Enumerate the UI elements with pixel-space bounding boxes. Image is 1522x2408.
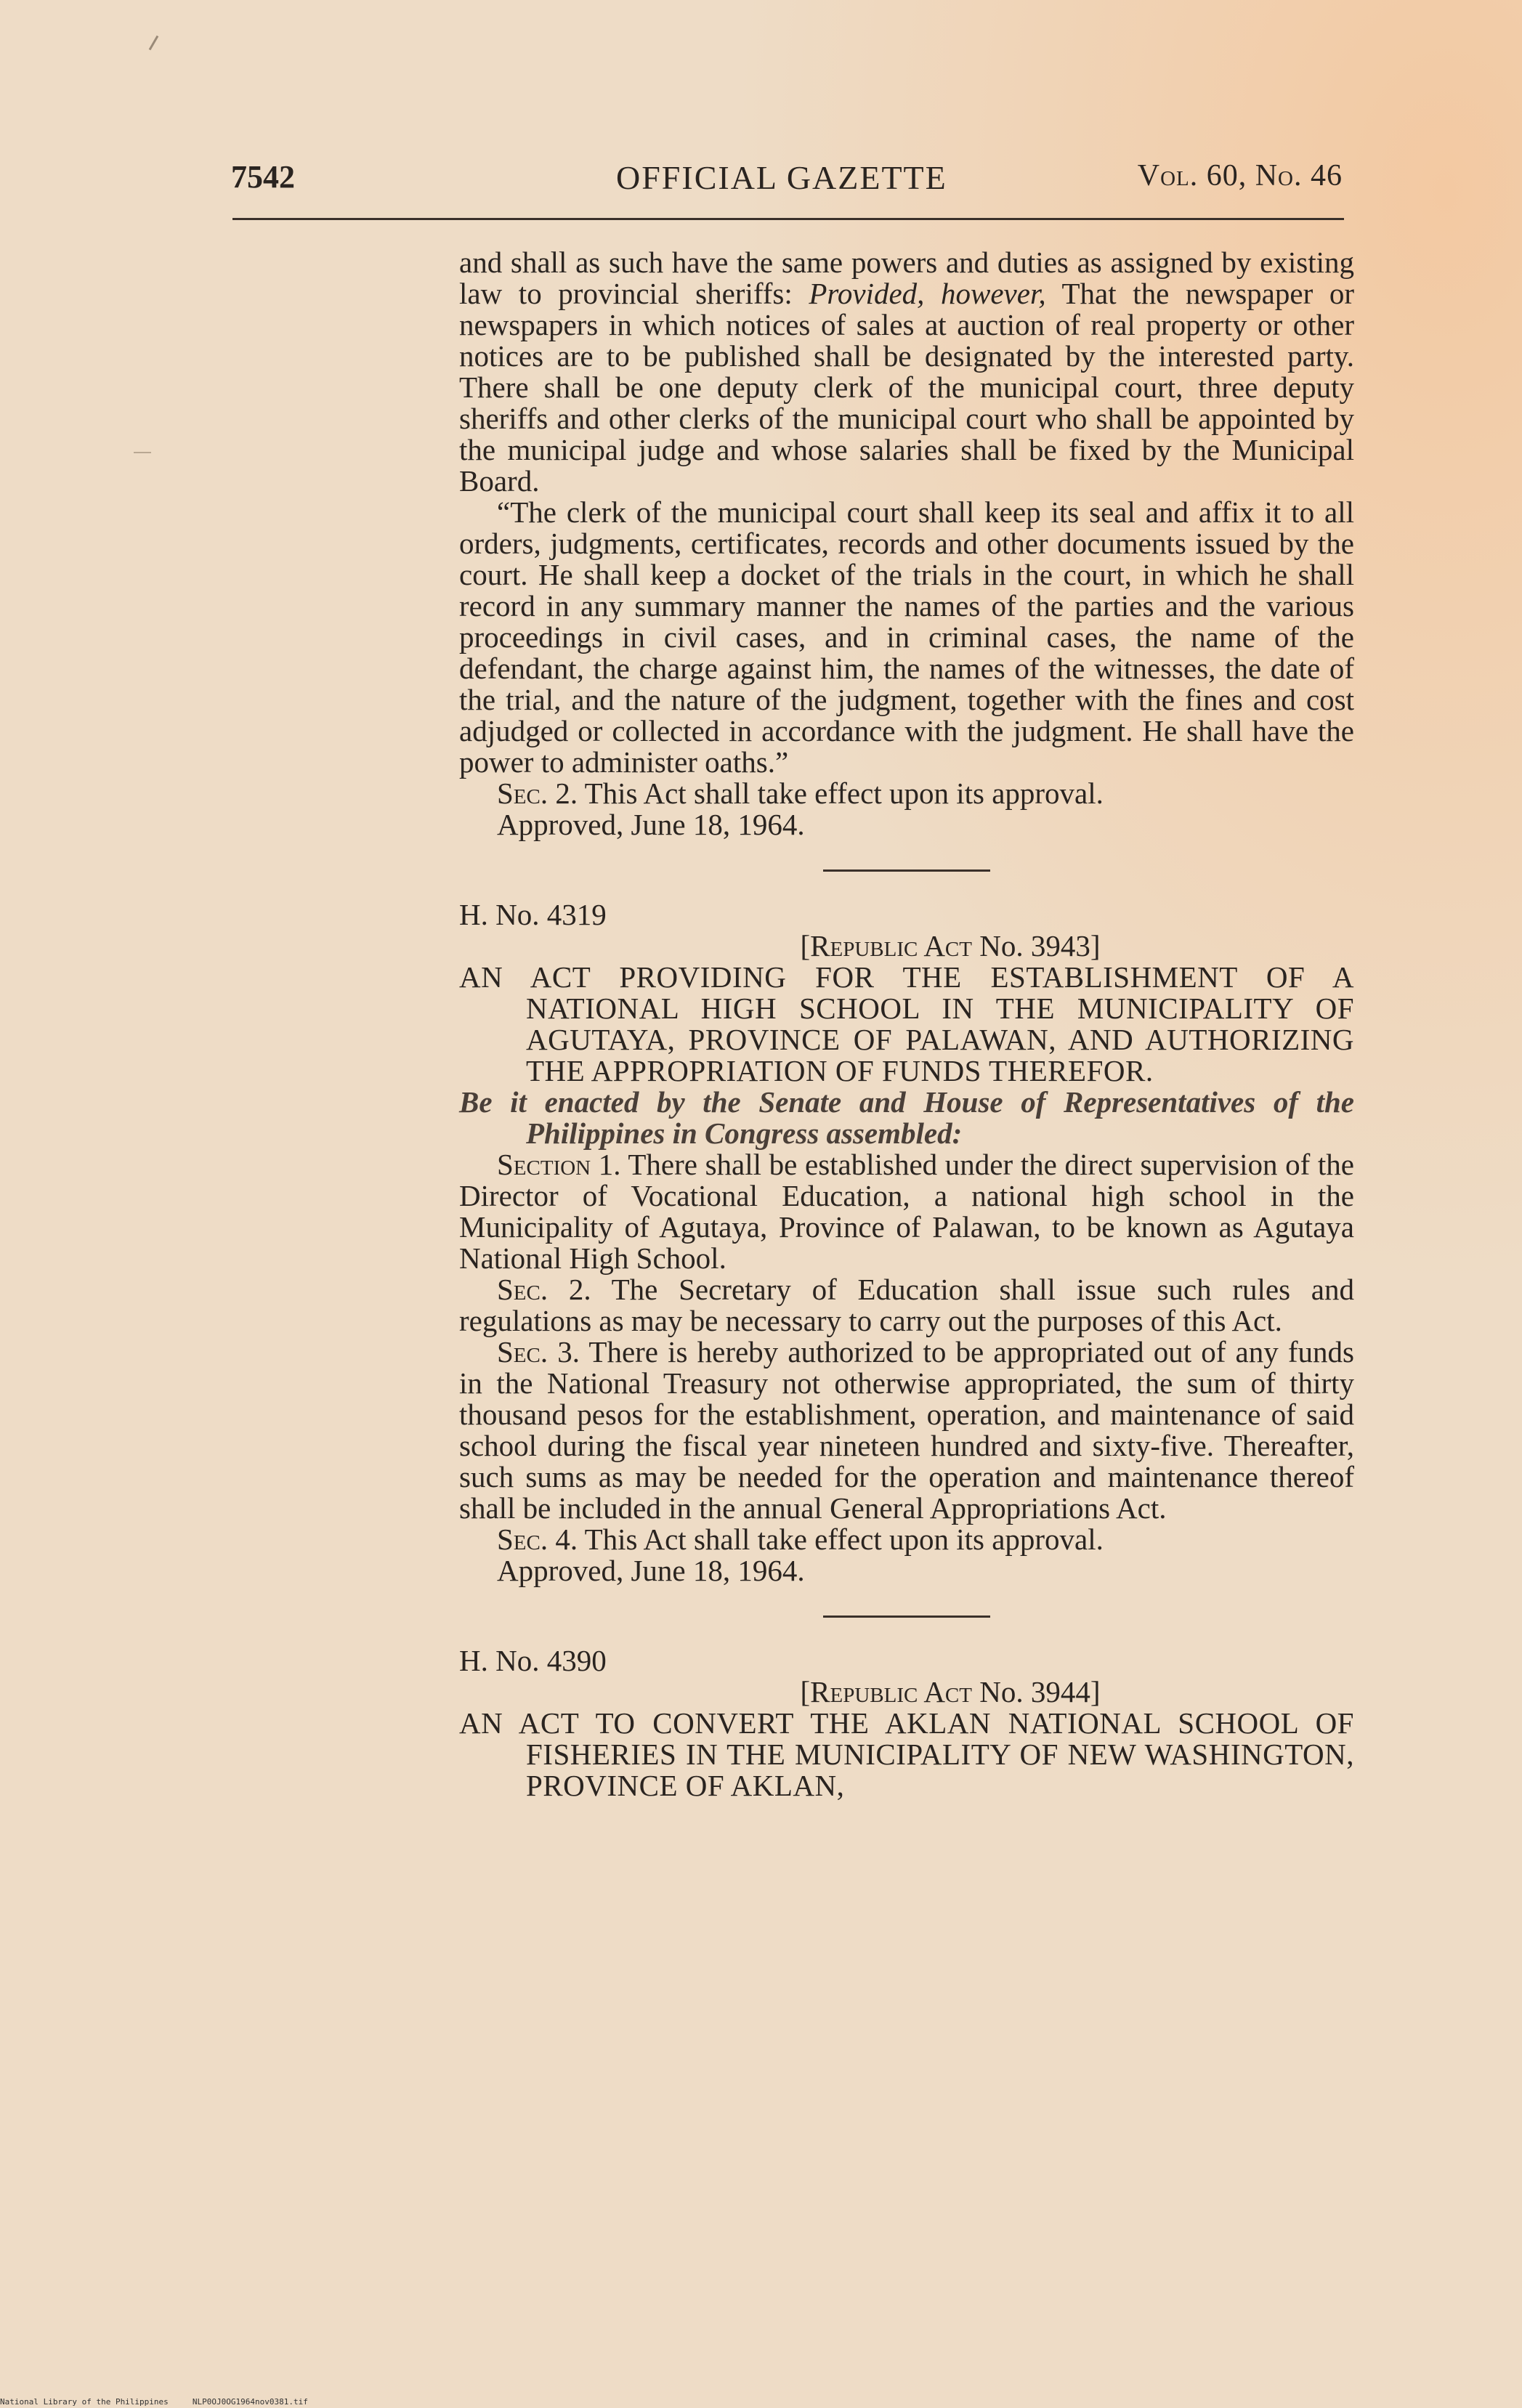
act-title: AN ACT TO CONVERT THE AKLAN NATIONAL SCHOOL OF FISHERIES IN THE MUNICIPALITY OF NEW WASHINGTON, PROVINCE OF AKLAN, xyxy=(459,1706,1354,1802)
section-divider xyxy=(823,1616,990,1618)
house-bill-number: H. No. 4390 xyxy=(459,1644,607,1677)
section-3: Sec. 3. There is hereby authorized to be appropriated out of any funds in the National Treasury not otherwise appropriated, the sum of thirty thousand pesos for the establishment, operation, and maintenance of said school during the fiscal year nineteen hundred and sixty-five. Thereafter, such sums as may be needed for the operation and maintenance thereof shall be included in the annual General Appropriations Act. xyxy=(459,1335,1354,1525)
section-divider xyxy=(823,869,990,872)
enacting-clause: Be it enacted by the Senate and House of Representatives of the Philippines in Congress assembled: xyxy=(459,1085,1354,1150)
house-bill-number: H. No. 4319 xyxy=(459,898,607,931)
republic-act-number: [Republic Act No. 3943] xyxy=(800,929,1101,962)
section-4: Sec. 4. This Act shall take effect upon its approval. xyxy=(497,1523,1104,1556)
page-number: 7542 xyxy=(231,159,295,195)
proviso-italic: Provided, however, xyxy=(809,277,1046,310)
clerk-paragraph: “The clerk of the municipal court shall keep its seal and affix it to all orders, judgments, certificates, records and other documents issued by the court. He shall keep a docket of the trials in the court, in which he shall record in any summary manner the names of the parties and the various proceedings in civil cases, and in criminal cases, the name of the defendant, the charge against him, the names of the witnesses, the date of the trial, and the nature of the judgment, together with the fines and cost adjudged or collected in accordance with the judgment. He shall have the power to administer oaths.” xyxy=(459,495,1354,779)
republic-act-number: [Republic Act No. 3944] xyxy=(800,1675,1101,1708)
continuation-paragraph: and shall as such have the same powers and duties as assigned by existing law to provincial sheriffs: Provided, however, That the newspaper or newspapers in which notices of sales at auction of real property or other notices are to be published shall be designated by the interested party. There shall be one deputy clerk of the municipal court, three deputy sheriffs and other clerks of the municipal court who shall be appointed by the municipal judge and whose salaries shall be fixed by the Municipal Board. xyxy=(459,246,1354,498)
pencil-mark xyxy=(149,36,159,51)
volume-number: Vol. 60, No. 46 xyxy=(1137,159,1343,192)
act-title: AN ACT PROVIDING FOR THE ESTABLISHMENT OF A NATIONAL HIGH SCHOOL IN THE MUNICIPALITY OF AGUTAYA, PROVINCE OF PALAWAN, AND AUTHORIZING THE APPROPRIATION OF FUNDS THEREFOR. xyxy=(459,960,1354,1087)
section-2-effectivity: Sec. 2. This Act shall take effect upon its approval. xyxy=(497,777,1104,810)
approval-date: Approved, June 18, 1964. xyxy=(497,808,805,841)
library-name: National Library of the Philippines xyxy=(0,2397,169,2407)
section-1: Section 1. There shall be established under the direct supervision of the Director of Vocational Education, a national high school in the Municipality of Agutaya, Province of Palawan, to be known as Agutaya National High School. xyxy=(459,1148,1354,1275)
page-header xyxy=(231,158,1343,202)
page-body xyxy=(459,247,1354,1801)
publication-title: OFFICIAL GAZETTE xyxy=(616,159,947,196)
header-rule xyxy=(232,218,1344,220)
margin-mark xyxy=(134,452,151,453)
file-name: NLP0OJ0OG1964nov0381.tif xyxy=(192,2397,308,2407)
scan-footer xyxy=(0,2397,509,2407)
section-2: Sec. 2. The Secretary of Education shall issue such rules and regulations as may be necessary to carry out the purposes of this Act. xyxy=(459,1273,1354,1337)
approval-date: Approved, June 18, 1964. xyxy=(497,1554,805,1587)
